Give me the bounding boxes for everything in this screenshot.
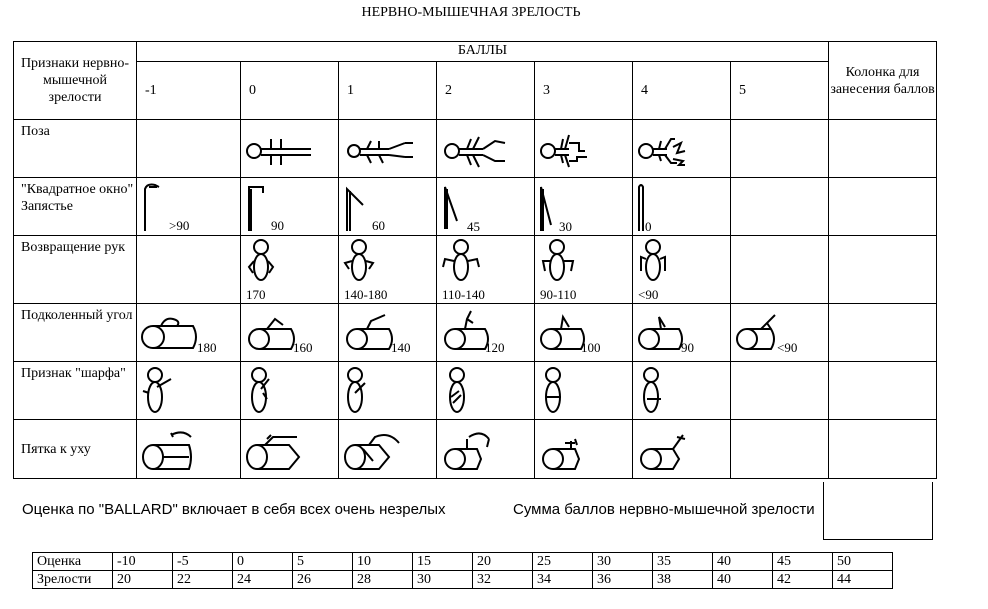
score-cell: 30	[593, 553, 653, 571]
criteria-header: Признаки нервно-мышечной зрелости	[14, 42, 137, 120]
scores-header: БАЛЛЫ	[137, 42, 829, 62]
score-header-3: 3	[535, 62, 633, 120]
window-label-3: 30	[559, 219, 572, 234]
score-cell: 45	[773, 553, 833, 571]
heel-4-drawing	[633, 420, 729, 480]
score-row-label: Оценка	[33, 553, 113, 571]
criterion-arm-recoil: Возвращение рук	[14, 236, 137, 304]
posture-3-drawing	[535, 120, 631, 180]
score-cell: 10	[353, 553, 413, 571]
criterion-posture: Поза	[14, 120, 137, 178]
window-label-1: 60	[372, 218, 385, 233]
popliteal-0-drawing	[241, 304, 337, 364]
recoil-label-0: 170	[246, 287, 266, 302]
score-cell: -10	[113, 553, 173, 571]
posture-0-drawing	[241, 120, 337, 180]
popliteal-cell-m1	[137, 304, 241, 362]
popliteal-entry-cell[interactable]	[829, 304, 937, 362]
popliteal-m1-drawing	[137, 304, 233, 364]
popliteal-1-drawing	[339, 304, 435, 364]
maturity-cell: 38	[653, 571, 713, 589]
scarf-4-drawing	[633, 362, 729, 422]
posture-cell-1	[339, 120, 437, 178]
maturity-cell: 42	[773, 571, 833, 589]
heel-2-drawing	[437, 420, 533, 480]
heel-cell-m1	[137, 420, 241, 479]
recoil-cell-3	[535, 236, 633, 304]
sum-entry-box[interactable]	[823, 482, 933, 540]
heel-cell-4	[633, 420, 731, 479]
popliteal-label-1: 140	[391, 340, 411, 355]
maturity-cell: 34	[533, 571, 593, 589]
scarf-cell-1	[339, 362, 437, 420]
scarf-1-drawing	[339, 362, 435, 422]
sum-label: Сумма баллов нервно-мышечной зрелости	[513, 501, 815, 518]
scarf-cell-0	[241, 362, 339, 420]
maturity-cell: 24	[233, 571, 293, 589]
score-header-2: 2	[437, 62, 535, 120]
criterion-heel-to-ear: Пятка к уху	[14, 420, 137, 479]
score-cell: 35	[653, 553, 713, 571]
heel-1-drawing	[339, 420, 435, 480]
ballard-note: Оценка по "BALLARD" включает в себя всех очень незрелых	[22, 501, 446, 518]
popliteal-cell-0	[241, 304, 339, 362]
score-header-m1: -1	[137, 62, 241, 120]
recoil-cell-0	[241, 236, 339, 304]
maturity-cell: 22	[173, 571, 233, 589]
recoil-cell-4	[633, 236, 731, 304]
recoil-cell-m1	[137, 236, 241, 304]
score-header-0: 0	[241, 62, 339, 120]
criterion-popliteal-angle: Подколенный угол	[14, 304, 137, 362]
score-header-1: 1	[339, 62, 437, 120]
posture-cell-0	[241, 120, 339, 178]
window-cell-4	[633, 178, 731, 236]
posture-cell-2	[437, 120, 535, 178]
recoil-cell-1	[339, 236, 437, 304]
scarf-2-drawing	[437, 362, 533, 422]
scarf-cell-m1	[137, 362, 241, 420]
maturity-cell: 26	[293, 571, 353, 589]
popliteal-cell-1	[339, 304, 437, 362]
popliteal-label-4: 90	[681, 340, 694, 355]
score-cell: 25	[533, 553, 593, 571]
scarf-0-drawing	[241, 362, 337, 422]
window-label-4: 0	[645, 219, 652, 234]
criterion-scarf-sign: Признак "шарфа"	[14, 362, 137, 420]
heel-cell-0	[241, 420, 339, 479]
score-cell: 40	[713, 553, 773, 571]
score-cell: -5	[173, 553, 233, 571]
scarf-entry-cell[interactable]	[829, 362, 937, 420]
popliteal-label-0: 160	[293, 340, 313, 355]
maturity-cell: 30	[413, 571, 473, 589]
scarf-3-drawing	[535, 362, 631, 422]
window-entry-cell[interactable]	[829, 178, 937, 236]
recoil-cell-5	[731, 236, 829, 304]
scarf-m1-drawing	[137, 362, 233, 422]
recoil-label-1: 140-180	[344, 287, 388, 302]
score-cell: 5	[293, 553, 353, 571]
window-cell-3	[535, 178, 633, 236]
posture-entry-cell[interactable]	[829, 120, 937, 178]
heel-cell-3	[535, 420, 633, 479]
heel-m1-drawing	[137, 420, 233, 480]
posture-2-drawing	[437, 120, 533, 180]
maturity-cell: 44	[833, 571, 893, 589]
window-2-drawing	[437, 178, 533, 238]
score-header-5: 5	[731, 62, 829, 120]
heel-cell-1	[339, 420, 437, 479]
window-label-2: 45	[467, 219, 480, 234]
scarf-cell-3	[535, 362, 633, 420]
heel-3-drawing	[535, 420, 631, 480]
score-cell: 20	[473, 553, 533, 571]
score-cell: 50	[833, 553, 893, 571]
window-label-0: 90	[271, 218, 284, 233]
recoil-label-2: 110-140	[442, 287, 485, 302]
heel-cell-2	[437, 420, 535, 479]
scarf-cell-4	[633, 362, 731, 420]
window-0-drawing	[241, 178, 337, 238]
scarf-cell-2	[437, 362, 535, 420]
score-header-4: 4	[633, 62, 731, 120]
popliteal-label-2: 120	[485, 340, 505, 355]
maturity-row-label: Зрелости	[33, 571, 113, 589]
popliteal-label-m1: 180	[197, 340, 217, 355]
recoil-entry-cell[interactable]	[829, 236, 937, 304]
popliteal-cell-5	[731, 304, 829, 362]
window-cell-m1	[137, 178, 241, 236]
heel-entry-cell[interactable]	[829, 420, 937, 479]
posture-cell-3	[535, 120, 633, 178]
maturity-cell: 28	[353, 571, 413, 589]
entry-column-header: Колонка для занесения баллов	[829, 42, 937, 120]
window-cell-0	[241, 178, 339, 236]
criterion-square-window: "Квадратное окно" Запястье	[14, 178, 137, 236]
window-cell-5	[731, 178, 829, 236]
recoil-label-3: 90-110	[540, 287, 577, 302]
heel-0-drawing	[241, 420, 337, 480]
window-3-drawing	[535, 178, 631, 238]
score-cell: 15	[413, 553, 473, 571]
maturity-table	[13, 41, 937, 479]
maturity-cell: 40	[713, 571, 773, 589]
maturity-cell: 36	[593, 571, 653, 589]
score-cell: 0	[233, 553, 293, 571]
window-cell-1	[339, 178, 437, 236]
recoil-cell-2	[437, 236, 535, 304]
window-cell-2	[437, 178, 535, 236]
maturity-cell: 32	[473, 571, 533, 589]
score-conversion-table	[32, 552, 893, 589]
page-title: НЕРВНО-МЫШЕЧНАЯ ЗРЕЛОСТЬ	[361, 5, 581, 20]
recoil-label-4: <90	[638, 287, 659, 302]
posture-cell-m1	[137, 120, 241, 178]
posture-4-drawing	[633, 120, 729, 180]
window-1-drawing	[339, 178, 435, 238]
popliteal-cell-3	[535, 304, 633, 362]
scarf-cell-5	[731, 362, 829, 420]
popliteal-cell-2	[437, 304, 535, 362]
posture-cell-5	[731, 120, 829, 178]
posture-cell-4	[633, 120, 731, 178]
heel-cell-5	[731, 420, 829, 479]
maturity-cell: 20	[113, 571, 173, 589]
popliteal-label-5: <90	[777, 340, 798, 355]
popliteal-cell-4	[633, 304, 731, 362]
popliteal-label-3: 100	[581, 340, 601, 355]
posture-1-drawing	[339, 120, 435, 180]
window-label-m1: >90	[169, 218, 190, 233]
